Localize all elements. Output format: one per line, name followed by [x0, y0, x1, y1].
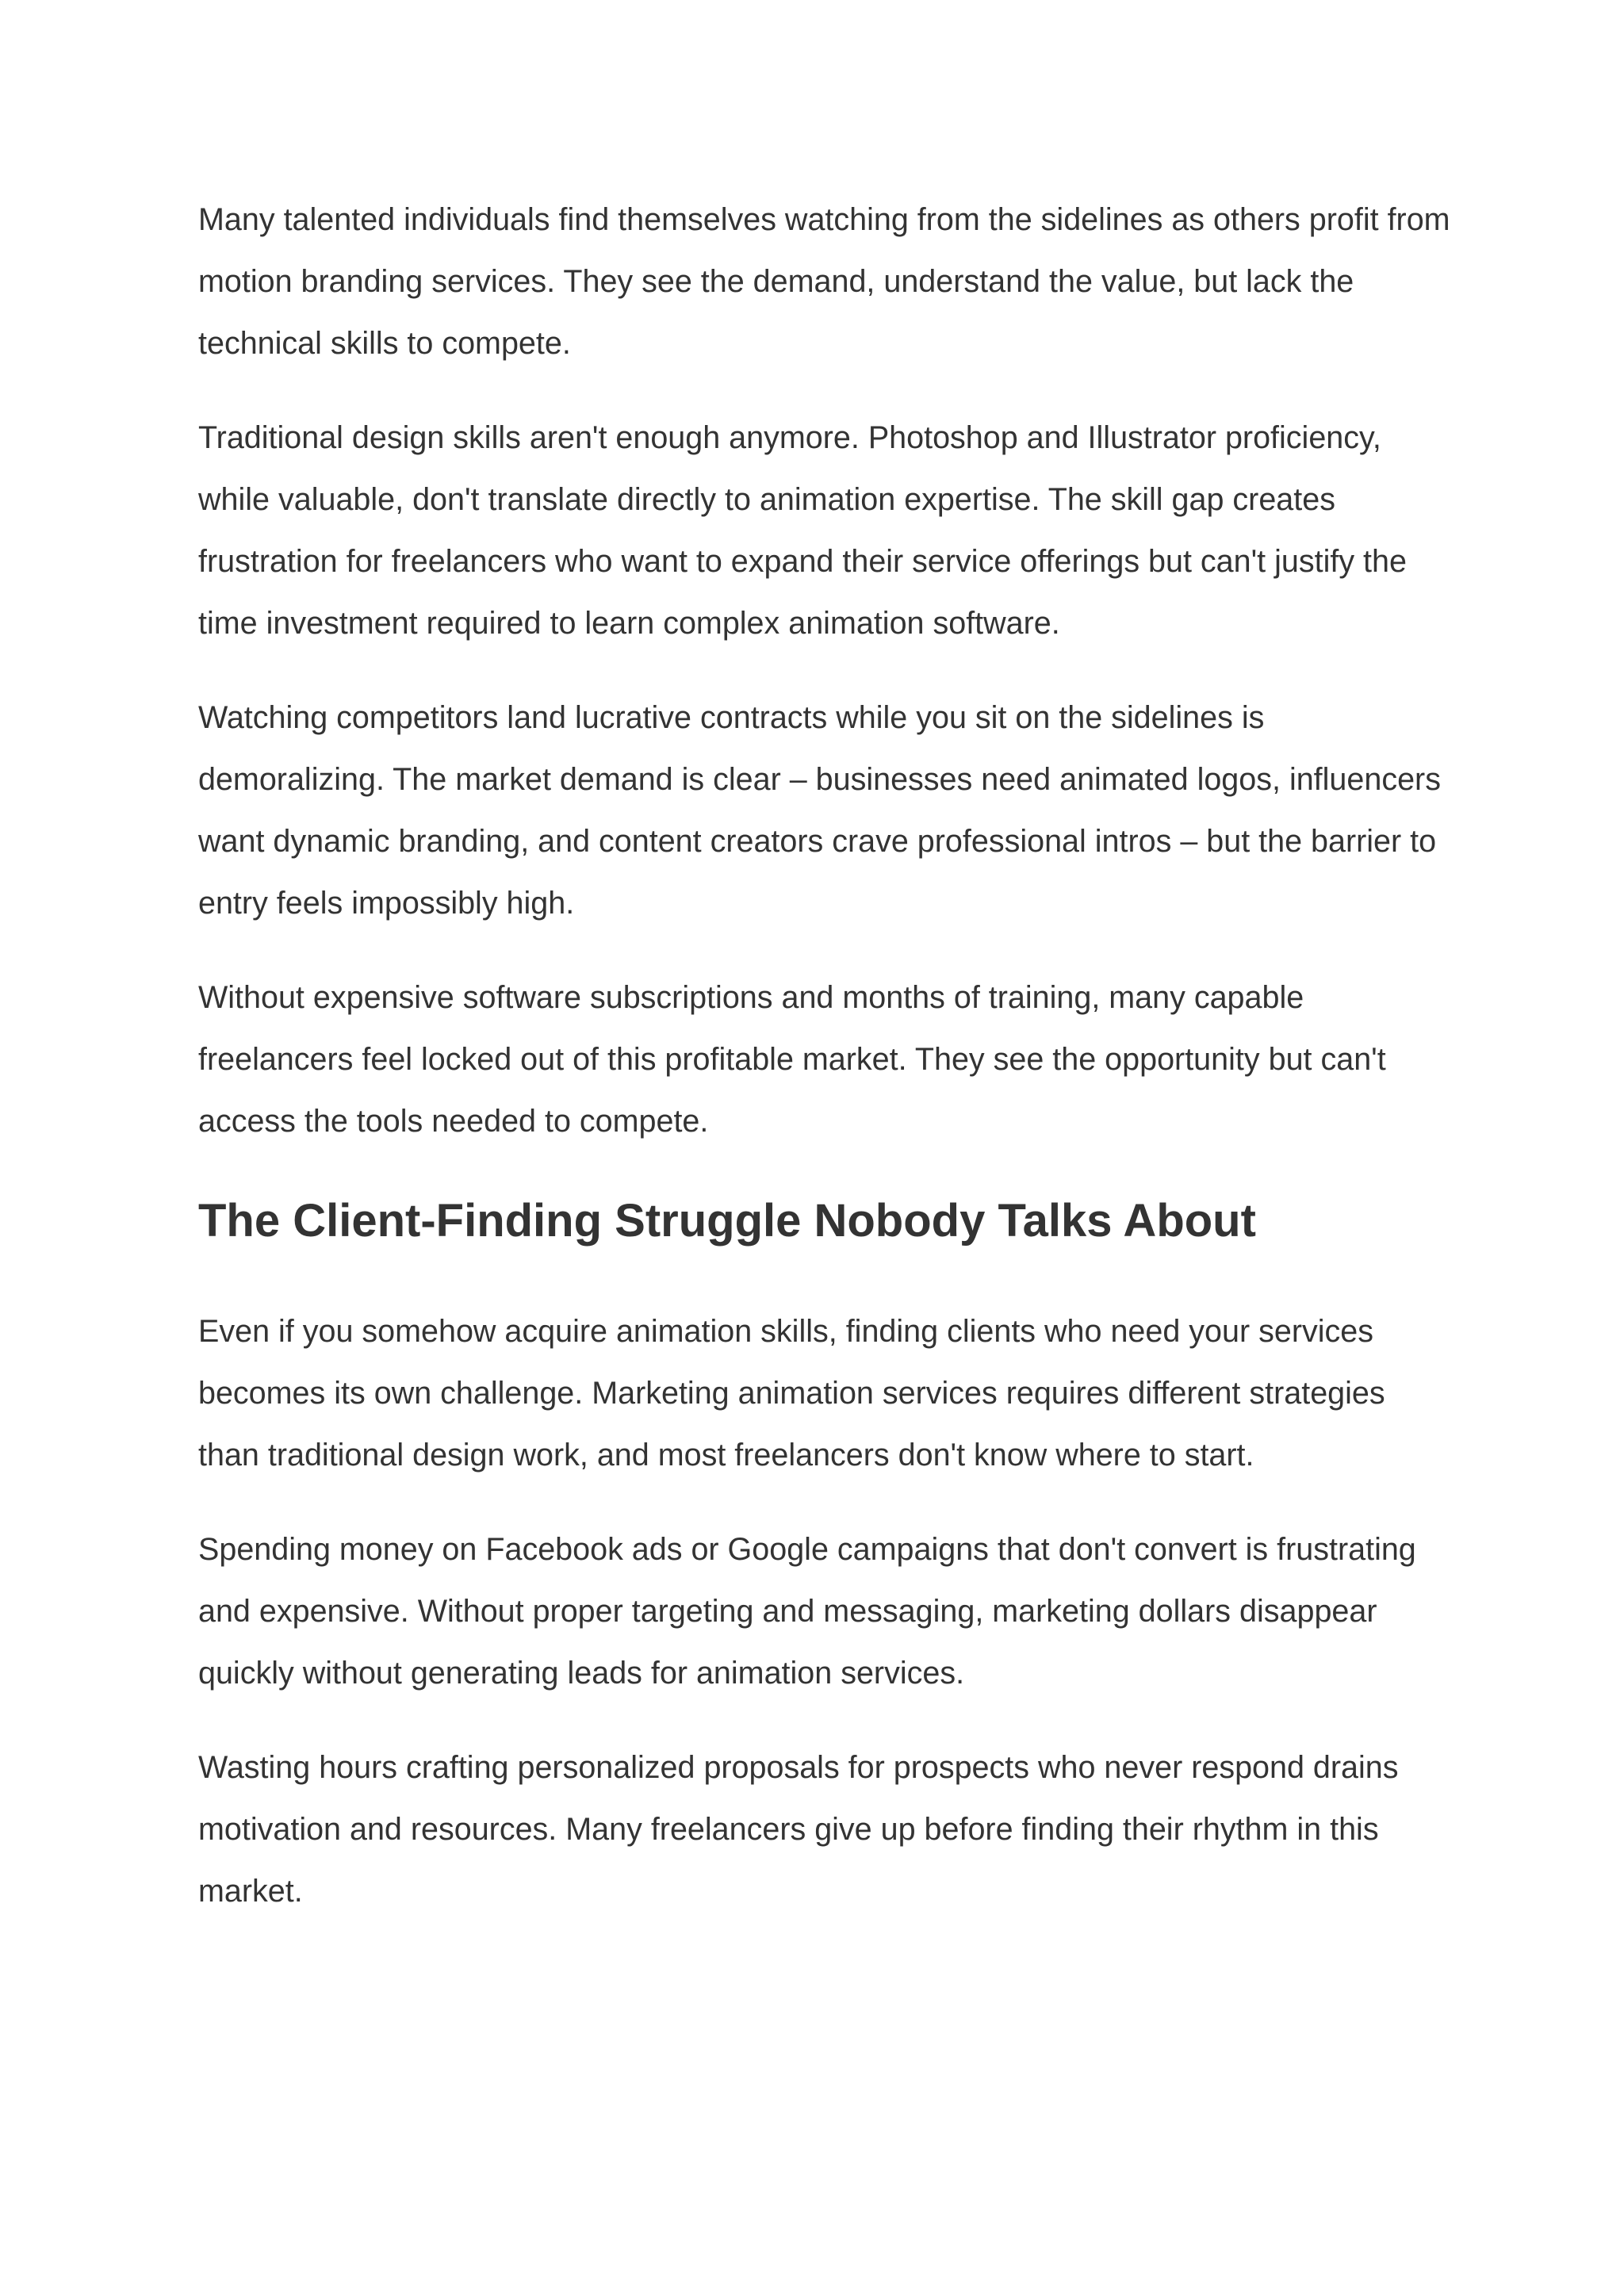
document-page — [198, 189, 1451, 1955]
paragraph-design-skills: Traditional design skills aren't enough anymore. Photoshop and Illustrator proficiency, while valuable, don't translate directly to animation expertise. The skill gap creates frustration for freelancers who want to expand their service offerings but can't justify the time investment required to learn complex animation software. — [198, 420, 1407, 641]
paragraph-sidelines: Many talented individuals find themselves watching from the sidelines as others profit from motion branding services. They see the demand, understand the value, but lack the technical skills to compete. — [198, 202, 1450, 361]
paragraph-finding-clients: Even if you somehow acquire animation skills, finding clients who need your services becomes its own challenge. Marketing animation services requires different strategies than traditional design work, and most freelancers don't know where to start. — [198, 1314, 1385, 1473]
paragraph-software-cost: Without expensive software subscriptions and months of training, many capable freelancers feel locked out of this profitable market. They see the opportunity but can't access the tools needed to compete. — [198, 980, 1386, 1139]
section-heading: The Client-Finding Struggle Nobody Talks About — [198, 1195, 1256, 1247]
paragraph-proposals: Wasting hours crafting personalized proposals for prospects who never respond drains motivation and resources. Many freelancers give up before finding their rhythm in this market. — [198, 1750, 1399, 1909]
paragraph-ads-spending: Spending money on Facebook ads or Google campaigns that don't convert is frustrating and expensive. Without proper targeting and messaging, marketing dollars disappear quickly without generating leads for animation services. — [198, 1532, 1416, 1691]
paragraph-competitors: Watching competitors land lucrative contracts while you sit on the sidelines is demoralizing. The market demand is clear – businesses need animated logos, influencers want dynamic branding, and content creators crave professional intros – but the barrier to entry feels impossibly high. — [198, 700, 1441, 921]
